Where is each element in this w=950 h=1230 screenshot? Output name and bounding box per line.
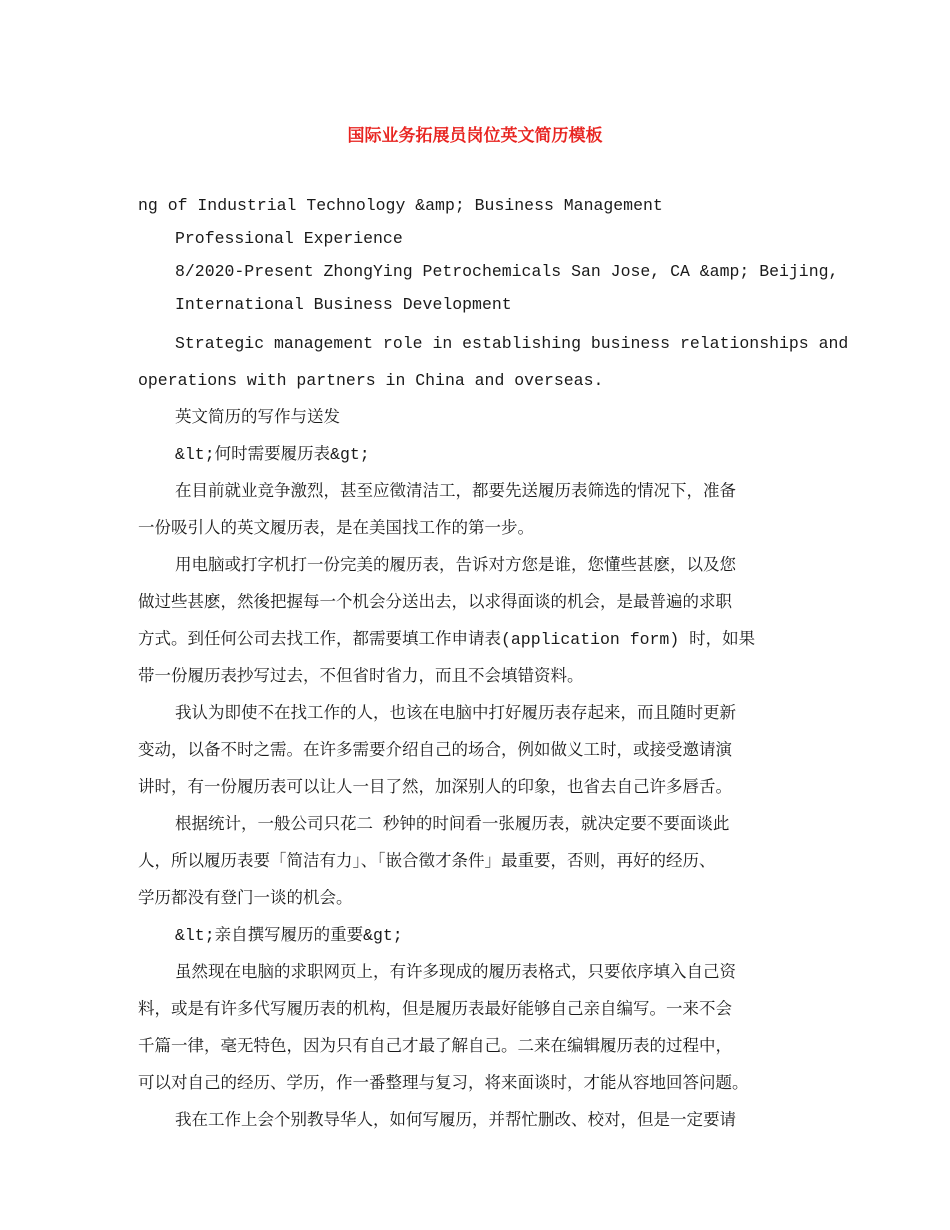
text-line-education: ng of Industrial Technology &amp; Business Management [138, 196, 663, 215]
paragraph-line: 变动，以备不时之需。在许多需要介绍自己的场合，例如做义工时，或接受邀请演 [138, 741, 732, 760]
document-title: 国际业务拓展员岗位英文简历模板 [347, 126, 603, 146]
text-line-job-period: 8/2020-Present ZhongYing Petrochemicals San Jose, CA &amp; Beijing, [175, 262, 839, 281]
paragraph-line: 千篇一律，毫无特色，因为只有自己才最了解自己。二来在编辑履历表的过程中， [138, 1037, 732, 1056]
text-line-experience-heading: Professional Experience [175, 229, 403, 248]
paragraph-line: 方式。到任何公司去找工作，都需要填工作申请表(application form) 时，如果 [138, 630, 756, 649]
paragraph-line: 讲时，有一份履历表可以让人一目了然，加深别人的印象，也省去自己许多唇舌。 [138, 778, 732, 797]
paragraph-line: 我认为即使不在找工作的人，也该在电脑中打好履历表存起来，而且随时更新 [175, 704, 736, 723]
paragraph-line: 带一份履历表抄写过去，不但省时省力，而且不会填错资料。 [138, 667, 584, 686]
paragraph-line: 做过些甚麽，然後把握每一个机会分送出去，以求得面谈的机会，是最普遍的求职 [138, 593, 732, 612]
paragraph-line: 用电脑或打字机打一份完美的履历表，告诉对方您是谁，您懂些甚麽，以及您 [175, 556, 736, 575]
section-heading-self-writing: &lt;亲自撰写履历的重要&gt; [175, 926, 403, 945]
paragraph-line: 我在工作上会个别教导华人，如何写履历，并帮忙删改、校对，但是一定要请 [175, 1111, 736, 1130]
section-heading-when: &lt;何时需要履历表&gt; [175, 445, 370, 464]
paragraph-line: 人，所以履历表要「简洁有力」、「嵌合徵才条件」最重要，否则，再好的经历、 [138, 852, 716, 871]
paragraph-line: 一份吸引人的英文履历表，是在美国找工作的第一步。 [138, 519, 534, 538]
text-line-strategic-1: Strategic management role in establishing business relationships and [175, 334, 849, 353]
paragraph-line: 学历都没有登门一谈的机会。 [138, 889, 353, 908]
paragraph-line: 根据统计，一般公司只花二 秒钟的时间看一张履历表，就决定要不要面谈此 [175, 815, 730, 834]
paragraph-line: 虽然现在电脑的求职网页上，有许多现成的履历表格式，只要依序填入自己资 [175, 963, 736, 982]
paragraph-line: 可以对自己的经历、学历，作一番整理与复习，将来面谈时，才能从容地回答问题。 [138, 1074, 749, 1093]
text-line-job-title: International Business Development [175, 295, 512, 314]
document-body [138, 193, 849, 1139]
text-line-strategic-2: operations with partners in China and overseas. [138, 371, 604, 390]
paragraph-line: 在目前就业竞争激烈，甚至应徵清洁工，都要先送履历表筛选的情况下，准备 [175, 482, 736, 501]
paragraph-line: 料，或是有许多代写履历表的机构，但是履历表最好能够自己亲自编写。一来不会 [138, 1000, 732, 1019]
section-heading-writing: 英文简历的写作与送发 [175, 408, 340, 427]
